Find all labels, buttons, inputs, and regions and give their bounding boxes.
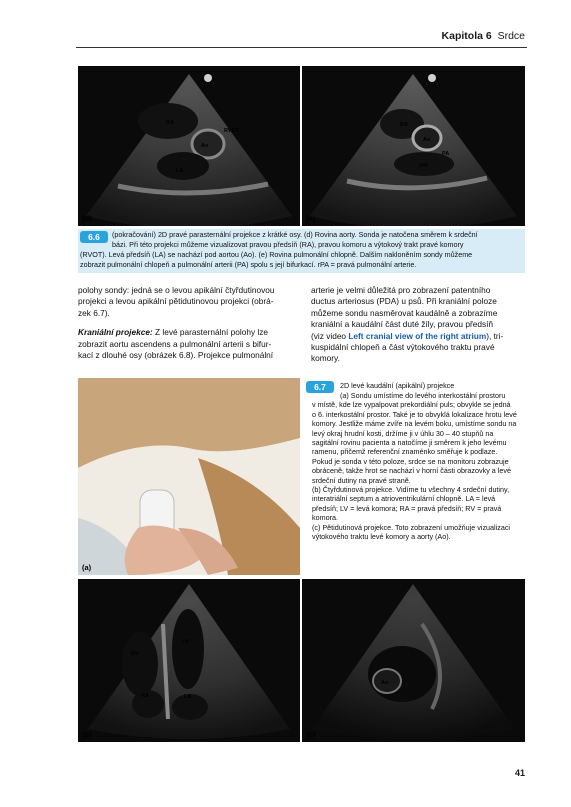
panel-b-tag-lv: LV: [182, 639, 189, 645]
body-left-line: zobrazit aortu ascendens a pulmonální arterii s bifur-: [78, 338, 272, 349]
figure-6-7-title: 2D levé kaudální (apikální) projekce: [340, 381, 455, 390]
body-left-line: polohy sondy: jedná se o levou apikální čtyřdutinovou: [78, 285, 275, 295]
figure-6-7-panel-a: [78, 378, 300, 575]
panel-e-tag-ra: RA: [400, 122, 408, 128]
panel-e-tag-ao: Ao: [423, 137, 431, 143]
panel-a-label: (a): [82, 563, 92, 572]
figure-6-7-caption-line: výtokového traktu levé komory a aorty (Ao).: [312, 532, 451, 542]
panel-e-tag-rpa: rPA: [419, 163, 429, 169]
figure-6-7-caption-line: Pokud je sonda v této poloze, srdce se na monitoru zobrazuje: [312, 456, 509, 466]
panel-d-tag-ao: Ao: [201, 143, 209, 149]
figure-6-6-caption-line-2: bázi. Při této projekci můžeme vizualizovat pravou předsíň (RA), pravou komoru a výtokový trakt pravé komory: [112, 240, 464, 249]
body-right-line: arterie je velmi důležitá pro zobrazení patentního: [311, 285, 491, 295]
panel-b-tag-la: LA: [184, 694, 192, 700]
figure-6-7-panel-b: [78, 579, 300, 742]
figure-6-6-caption-line-4: zobrazit pulmonální chlopeň a pulmonální arterii (PA) spolu s její bifurkací. rPA = pravá pulmonální arterie.: [80, 260, 417, 269]
figure-6-7-caption-line: komora.: [312, 513, 338, 523]
panel-b-tag-rv: RV: [131, 651, 139, 657]
body-right-line: můžeme sondu nasměrovat kaudálně a zobrazíme: [311, 307, 498, 318]
figure-6-6-panel-d: [78, 66, 300, 226]
figure-6-7-caption-line: ramenu, přičemž referenční znaménko směřuje k podlaze.: [312, 447, 498, 457]
figure-6-7-caption: [312, 391, 524, 542]
body-left-column: [78, 285, 293, 361]
body-right-line: kraniální a kaudální část duté žíly, pravou předsíň: [311, 319, 494, 330]
figure-6-7-caption-line: (b) Čtyřdutinová projekce. Vidíme tu všechny 4 srdeční dutiny,: [312, 485, 510, 495]
figure-6-6-caption-line-3: (RVOT). Levá předsíň (LA) se nachází pod aortou (Ao). (e) Rovina pulmonální chlopně. Dalším nakloněním sondy můžeme: [80, 250, 473, 259]
body-right-column: [311, 285, 524, 365]
video-link[interactable]: Left cranial view of the right atrium: [348, 330, 487, 341]
figure-6-7-caption-line: levý okraj hrudní kosti, držíme ji v úhlu 30 – 40 stupňů na: [312, 428, 494, 438]
figure-6-7-caption-line: (a) Sondu umístíme do levého interkostální prostoru: [340, 391, 506, 400]
panel-b-label: (b): [82, 730, 92, 739]
figure-6-7-caption-line: v místě, kde lze vypalpovat prekordiální puls; obvykle se jedná: [312, 400, 511, 410]
page-number: 41: [514, 768, 525, 778]
figure-6-6-caption-line-1: (pokračování) 2D pravé parasternální projekce z krátké osy. (d) Rovina aorty. Sonda je natočena směrem k srdeční: [112, 230, 478, 239]
figure-6-7-caption-line: předsíň; LV = levá komora; RA = pravá předsíň; RV = pravá: [312, 503, 502, 513]
panel-d-tag-la: LA: [176, 168, 184, 174]
section-label: Srdce: [497, 30, 525, 42]
figure-6-7-caption-line: o 6. interkostální prostor. Také je to obvyklá lokalizace hrotu levé: [312, 409, 517, 419]
figure-6-7-caption-line: sagitální rovinu pacienta a natočíme ji směrem k jeho levému: [312, 438, 507, 448]
figure-6-7-badge: 6.7: [306, 381, 334, 393]
figure-6-7-caption-line: interatriální septum a atrioventrikulární chlopně. LA = levá: [312, 494, 496, 504]
panel-e-label: (e): [306, 214, 316, 223]
panel-c-tag-ao: Ao: [381, 680, 389, 686]
body-left-line: zek 6.7).: [78, 307, 110, 318]
kranialni-heading: Kraniální projekce:: [78, 327, 153, 338]
header-rule: [76, 47, 527, 48]
panel-d-tag-rvot: RVOT: [224, 128, 240, 134]
panel-c-label: (c): [306, 730, 316, 739]
body-left-line: projekci a levou apikální pětidutinovou projekci (obrá-: [78, 296, 274, 307]
body-right-line: (viz video Left cranial view of the right atrium), tri-: [311, 330, 504, 341]
figure-6-7-caption-line: (c) Pětidutinová projekce. Toto zobrazení umožňuje vizualizaci: [312, 522, 511, 532]
figure-6-7-panel-c: [302, 579, 525, 742]
body-right-line: ductus arteriosus (PDA) u psů. Při kraniální poloze: [311, 296, 497, 307]
figure-6-7-caption-line: srdeční dutiny na pravé straně.: [312, 475, 411, 485]
panel-b-tag-ra: RA: [141, 693, 149, 699]
panel-d-label: (d): [82, 214, 92, 223]
body-right-line: komory.: [311, 353, 340, 364]
figure-6-7-caption-line: obráceně, takže hrot se nachází v horní části obrazovky a levé: [312, 466, 511, 476]
figure-6-7-caption-line: komory. Jestliže máme zvíře na levém boku, umístíme sondu na: [312, 419, 517, 429]
body-left-line: kací z dlouhé osy (obrázek 6.8). Projekce pulmonální: [78, 350, 274, 361]
body-left-line: Kraniální projekce: Z levé parasternální polohy lze: [78, 327, 269, 338]
panel-d-tag-ra: RA: [166, 120, 174, 126]
panel-e-tag-pa: PA: [442, 151, 450, 157]
chapter-label: Kapitola 6: [441, 30, 492, 42]
body-right-line: kuspidální chlopeň a část výtokového traktu pravé: [311, 342, 495, 353]
figure-6-6-panel-e: [302, 66, 525, 226]
figure-6-6-badge: 6.6: [80, 231, 108, 243]
running-header: [442, 30, 525, 42]
